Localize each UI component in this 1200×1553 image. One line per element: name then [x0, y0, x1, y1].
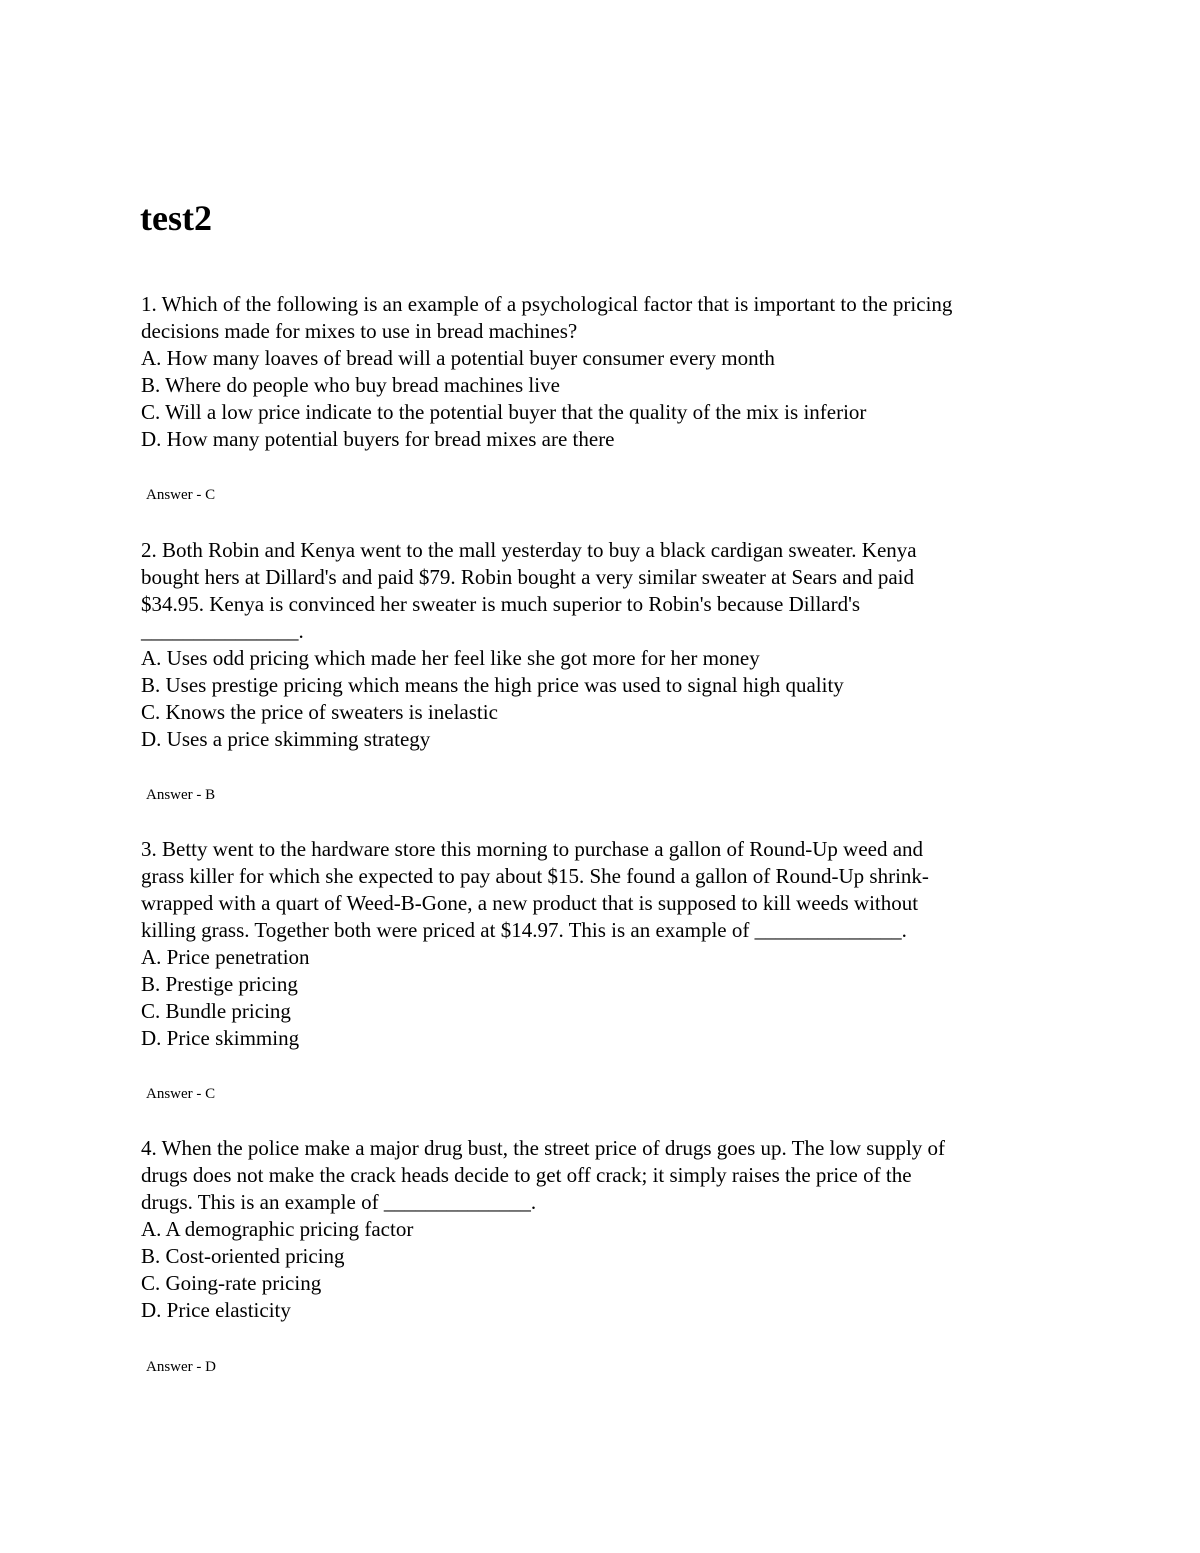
answer-key-1: Answer - C	[146, 487, 216, 503]
answer-option-d: D. How many potential buyers for bread mixes are there	[141, 427, 615, 451]
answer-option-a: A. Uses odd pricing which made her feel like she got more for her money	[141, 646, 760, 670]
question-stem-line: 4. When the police make a major drug bust, the street price of drugs goes up. The low supply of	[141, 1136, 946, 1160]
question-stem-line: grass killer for which she expected to pay about $15. She found a gallon of Round-Up shrink-	[141, 864, 929, 888]
question-stem-line: 3. Betty went to the hardware store this morning to purchase a gallon of Round-Up weed and	[141, 837, 924, 861]
answer-option-c: C. Bundle pricing	[141, 999, 291, 1023]
question-stem-line: 1. Which of the following is an example of a psychological factor that is important to the pricing	[141, 292, 953, 316]
answer-option-c: C. Going-rate pricing	[141, 1271, 322, 1295]
answer-option-d: D. Price elasticity	[141, 1298, 291, 1322]
answer-option-b: B. Uses prestige pricing which means the high price was used to signal high quality	[141, 673, 844, 697]
answer-option-a: A. Price penetration	[141, 945, 310, 969]
question-stem-line: drugs does not make the crack heads decide to get off crack; it simply raises the price of the	[141, 1163, 912, 1187]
answer-option-d: D. Price skimming	[141, 1026, 300, 1050]
question-stem-line: bought hers at Dillard's and paid $79. Robin bought a very similar sweater at Sears and paid	[141, 565, 915, 589]
answer-key-3: Answer - C	[146, 1086, 216, 1102]
answer-option-b: B. Where do people who buy bread machines live	[141, 373, 560, 397]
question-stem-line: $34.95. Kenya is convinced her sweater is much superior to Robin's because Dillard's	[141, 592, 861, 616]
answer-option-c: C. Will a low price indicate to the potential buyer that the quality of the mix is inferior	[141, 400, 867, 424]
answer-option-a: A. How many loaves of bread will a potential buyer consumer every month	[141, 346, 775, 370]
question-stem-line: 2. Both Robin and Kenya went to the mall yesterday to buy a black cardigan sweater. Kenya	[141, 538, 917, 562]
question-3	[141, 836, 1061, 1052]
question-stem-line: wrapped with a quart of Weed-B-Gone, a new product that is supposed to kill weeds without	[141, 891, 919, 915]
question-stem-line: decisions made for mixes to use in bread machines?	[141, 319, 578, 343]
answer-option-c: C. Knows the price of sweaters is inelastic	[141, 700, 498, 724]
question-stem-line: _______________.	[141, 619, 304, 643]
answer-option-d: D. Uses a price skimming strategy	[141, 727, 431, 751]
answer-option-a: A. A demographic pricing factor	[141, 1217, 414, 1241]
question-2	[141, 537, 1061, 753]
question-1	[141, 291, 1061, 453]
question-stem-line: drugs. This is an example of ______________.	[141, 1190, 537, 1214]
answer-key-4: Answer - D	[146, 1359, 216, 1375]
answer-key-2: Answer - B	[146, 787, 216, 803]
answer-option-b: B. Prestige pricing	[141, 972, 298, 996]
page-title: test2	[140, 198, 212, 238]
answer-option-b: B. Cost-oriented pricing	[141, 1244, 345, 1268]
question-stem-line: killing grass. Together both were priced at $14.97. This is an example of ______________.	[141, 918, 907, 942]
question-4	[141, 1135, 1061, 1324]
